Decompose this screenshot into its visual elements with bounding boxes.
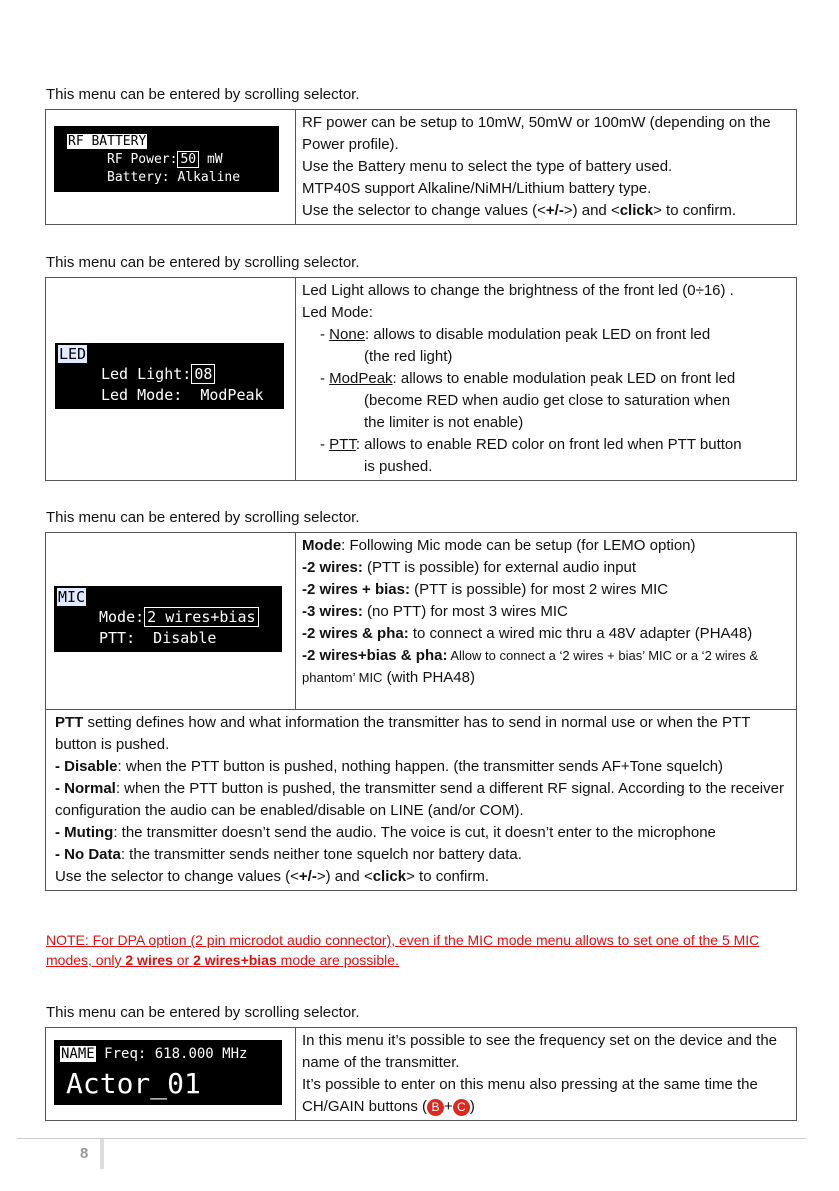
led-none-cont: (the red light) xyxy=(364,348,453,365)
footer-bar xyxy=(100,1139,104,1169)
name-text-cell xyxy=(296,1028,797,1121)
button-c-icon: C xyxy=(453,1099,470,1116)
mic-item-3wires: -3 wires: (no PTT) for most 3 wires MIC xyxy=(302,603,568,620)
footer-divider xyxy=(17,1138,806,1139)
dpa-note: NOTE: For DPA option (2 pin microdot audio connector), even if the MIC mode menu allows to set one of the 5 MIC modes, only 2 wires or 2 wires+bias mode are possible. xyxy=(46,932,760,968)
mic-lcd-mode-label: Mode: xyxy=(99,608,145,626)
name-lcd-cell xyxy=(46,1028,296,1121)
led-table xyxy=(45,277,797,481)
name-lcd-title: NAME xyxy=(61,1046,95,1062)
led-lcd-cell xyxy=(46,278,296,481)
name-table xyxy=(45,1027,797,1121)
mic-item-2wires-bias: -2 wires + bias: (PTT is possible) for most 2 wires MIC xyxy=(302,581,669,598)
led-none-item: - None: allows to disable modulation peak LED on front led xyxy=(320,326,711,343)
rf-line-3: MTP40S support Alkaline/NiMH/Lithium battery type. xyxy=(302,180,652,197)
rf-lcd-power-label: RF Power: xyxy=(107,152,178,167)
mic-ptt-normal: - Normal: when the PTT button is pushed, the transmitter send a different RF signal. According to the receiver configuration the audio can be enabled/disable on LINE (and/or COM). xyxy=(55,780,784,819)
mic-ptt-disable: - Disable: when the PTT button is pushed, nothing happen. (the transmitter sends AF+Tone squelch) xyxy=(55,758,724,775)
mic-item-2wires: -2 wires: (PTT is possible) for external audio input xyxy=(302,559,637,576)
led-modpeak-cont-2: the limiter is not enable) xyxy=(364,414,524,431)
led-lcd-title: LED xyxy=(59,345,87,363)
rf-lcd-cell xyxy=(46,110,296,225)
mic-text-cell xyxy=(296,533,797,710)
led-lcd-screen xyxy=(55,343,284,409)
led-lcd-mode: Led Mode: ModPeak xyxy=(101,386,264,404)
mic-item-2wires-bias-pha: -2 wires+bias & pha: Allow to connect a ‘2 wires + bias’ MIC or a ‘2 wires & phantom’ MIC (with PHA48) xyxy=(302,647,759,686)
mic-lcd-ptt: PTT: Disable xyxy=(99,629,217,647)
intro-text: This menu can be entered by scrolling selector. xyxy=(46,1004,360,1021)
led-modpeak-cont-1: (become RED when audio get close to saturation when xyxy=(364,392,731,409)
rf-lcd-title: RF BATTERY xyxy=(68,134,147,149)
mic-ptt-muting: - Muting: the transmitter doesn’t send the audio. The voice is cut, it doesn’t enter to the microphone xyxy=(55,824,716,841)
name-line-2: It’s possible to enter on this menu also pressing at the same time the CH/GAIN buttons ( B + C ) xyxy=(302,1076,758,1115)
led-line-2: Led Mode: xyxy=(302,304,373,321)
mic-lcd-cell xyxy=(46,533,296,710)
name-lcd-screen xyxy=(54,1040,282,1105)
intro-text: This menu can be entered by scrolling selector. xyxy=(46,254,360,271)
intro-text: This menu can be entered by scrolling selector. xyxy=(46,86,360,103)
mic-lcd-title: MIC xyxy=(58,588,86,606)
rf-text-cell xyxy=(296,110,797,225)
led-modpeak-item: - ModPeak: allows to enable modulation peak LED on front led xyxy=(320,370,736,387)
led-lcd-light-value: 08 xyxy=(191,364,215,384)
mic-lcd-mode-value: 2 wires+bias xyxy=(144,607,258,627)
rf-line-2: Use the Battery menu to select the type of battery used. xyxy=(302,158,673,175)
page-number: 8 xyxy=(80,1145,89,1162)
rf-battery-table xyxy=(45,109,797,225)
intro-text: This menu can be entered by scrolling selector. xyxy=(46,509,360,526)
led-text-cell xyxy=(296,278,797,481)
led-ptt-item: - PTT: allows to enable RED color on front led when PTT button xyxy=(320,436,742,453)
mic-ptt-intro: PTT setting defines how and what information the transmitter has to send in normal use or when the PTT button is pushed. xyxy=(55,714,751,753)
rf-lcd-power-unit: mW xyxy=(206,152,223,167)
mic-mode-line: Mode: Following Mic mode can be setup (for LEMO option) xyxy=(302,537,696,554)
name-lcd-name: Actor_01 xyxy=(66,1067,201,1100)
rf-line-1: RF power can be setup to 10mW, 50mW or 100mW (depending on the Power profile). xyxy=(302,114,771,153)
mic-lcd-screen xyxy=(54,586,282,652)
name-line-1: In this menu it’s possible to see the frequency set on the device and the name of the transmitter. xyxy=(302,1032,778,1071)
mic-item-2wires-pha: -2 wires & pha: to connect a wired mic thru a 48V adapter (PHA48) xyxy=(302,625,753,642)
rf-selector-line: Use the selector to change values (<+/->) and <click> to confirm. xyxy=(302,202,737,219)
mic-selector-line: Use the selector to change values (<+/->) and <click> to confirm. xyxy=(55,868,490,885)
rf-lcd-screen xyxy=(54,126,279,192)
rf-lcd-power-value: 50 xyxy=(177,151,199,168)
mic-ptt-cell xyxy=(46,710,797,891)
button-b-icon: B xyxy=(427,1099,444,1116)
rf-lcd-battery: Battery: Alkaline xyxy=(107,170,241,185)
led-lcd-light-label: Led Light: xyxy=(101,365,192,383)
led-ptt-cont: is pushed. xyxy=(364,458,433,475)
led-line-1: Led Light allows to change the brightness of the front led (0÷16) . xyxy=(302,282,734,299)
mic-ptt-nodata: - No Data: the transmitter sends neither tone squelch nor battery data. xyxy=(55,846,522,863)
name-lcd-freq: Freq: 618.000 MHz xyxy=(104,1046,248,1062)
mic-table xyxy=(45,532,797,891)
